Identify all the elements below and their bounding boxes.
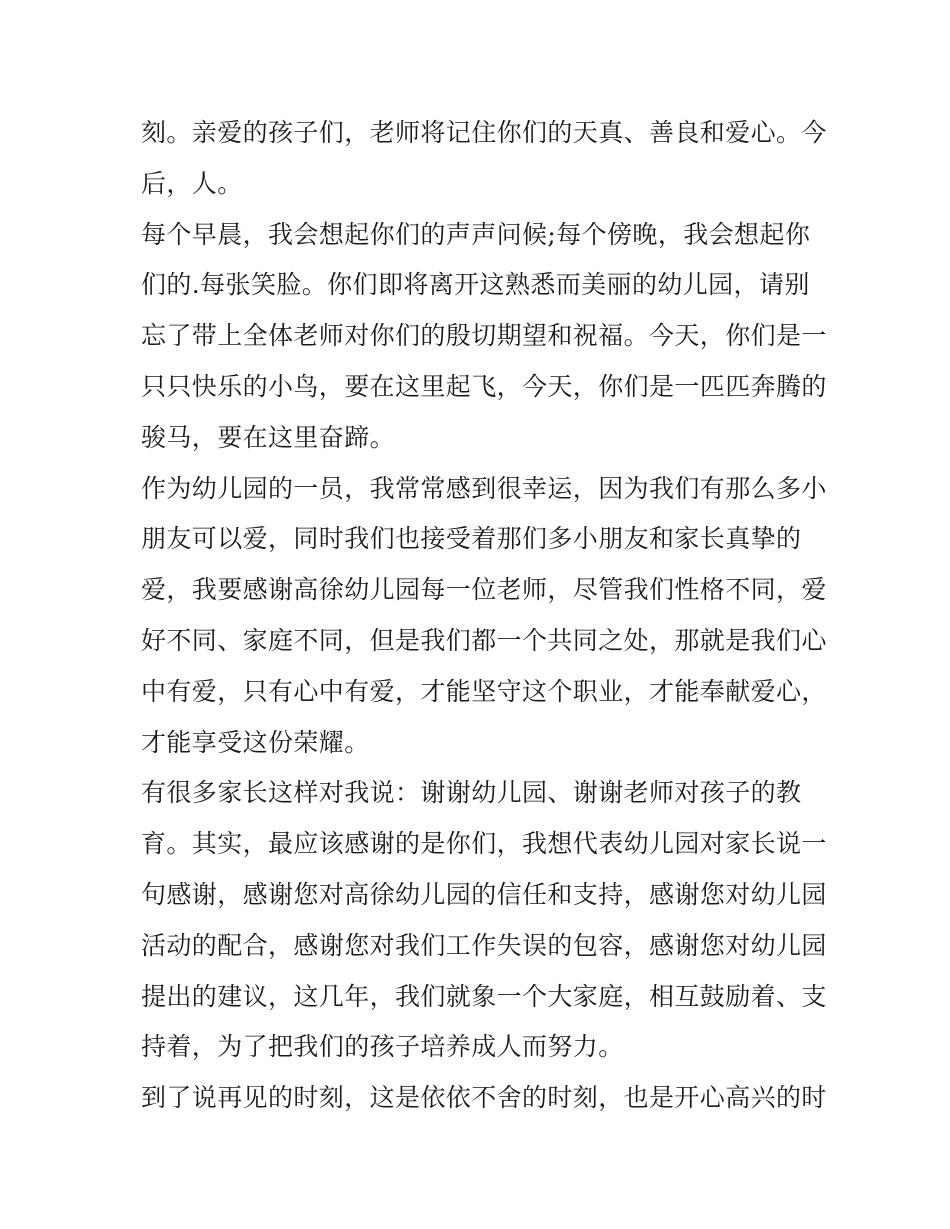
- text-line: 后，人。: [141, 168, 243, 198]
- text-line: 中有爱，只有心中有爱，才能坚守这个职业，才能奉献爱心，: [141, 676, 827, 706]
- text-line: 每个早晨，我会想起你们的声声问候;每个傍晚，我会想起你: [141, 219, 811, 249]
- text-line: 活动的配合，感谢您对我们工作失误的包容，感谢您对幼儿园: [141, 930, 827, 960]
- text-line: 只只快乐的小鸟，要在这里起飞，今天，你们是一匹匹奔腾的: [141, 371, 827, 401]
- text-line: 才能享受这份荣耀。: [141, 727, 370, 757]
- text-line: 到了说再见的时刻，这是依依不舍的时刻，也是开心高兴的时: [141, 1083, 827, 1113]
- text-line: 爱，我要感谢高徐幼儿园每一位老师，尽管我们性格不同，爱: [141, 575, 827, 605]
- text-line: 骏马，要在这里奋蹄。: [141, 422, 396, 452]
- text-line: 作为幼儿园的一员，我常常感到很幸运，因为我们有那么多小: [141, 473, 827, 503]
- body-text: [141, 108, 827, 1124]
- text-line: 持着，为了把我们的孩子培养成人而努力。: [141, 1032, 624, 1062]
- text-line: 有很多家长这样对我说：谢谢幼儿园、谢谢老师对孩子的教: [141, 778, 802, 808]
- text-line: 句感谢，感谢您对高徐幼儿园的信任和支持，感谢您对幼儿园: [141, 879, 827, 909]
- text-line: 刻。亲爱的孩子们，老师将记住你们的天真、善良和爱心。今: [141, 118, 827, 147]
- text-line: 们的.每张笑脸。你们即将离开这熟悉而美丽的幼儿园，请别: [141, 270, 810, 300]
- text-line: 忘了带上全体老师对你们的殷切期望和祝福。今天，你们是一: [141, 321, 827, 351]
- text-line: 育。其实，最应该感谢的是你们，我想代表幼儿园对家长说一: [141, 829, 827, 859]
- text-line: 提出的建议，这几年，我们就象一个大家庭，相互鼓励着、支: [141, 981, 827, 1011]
- text-line: 好不同、家庭不同，但是我们都一个共同之处，那就是我们心: [141, 625, 827, 655]
- text-line: 朋友可以爱，同时我们也接受着那们多小朋友和家长真挚的: [141, 524, 802, 554]
